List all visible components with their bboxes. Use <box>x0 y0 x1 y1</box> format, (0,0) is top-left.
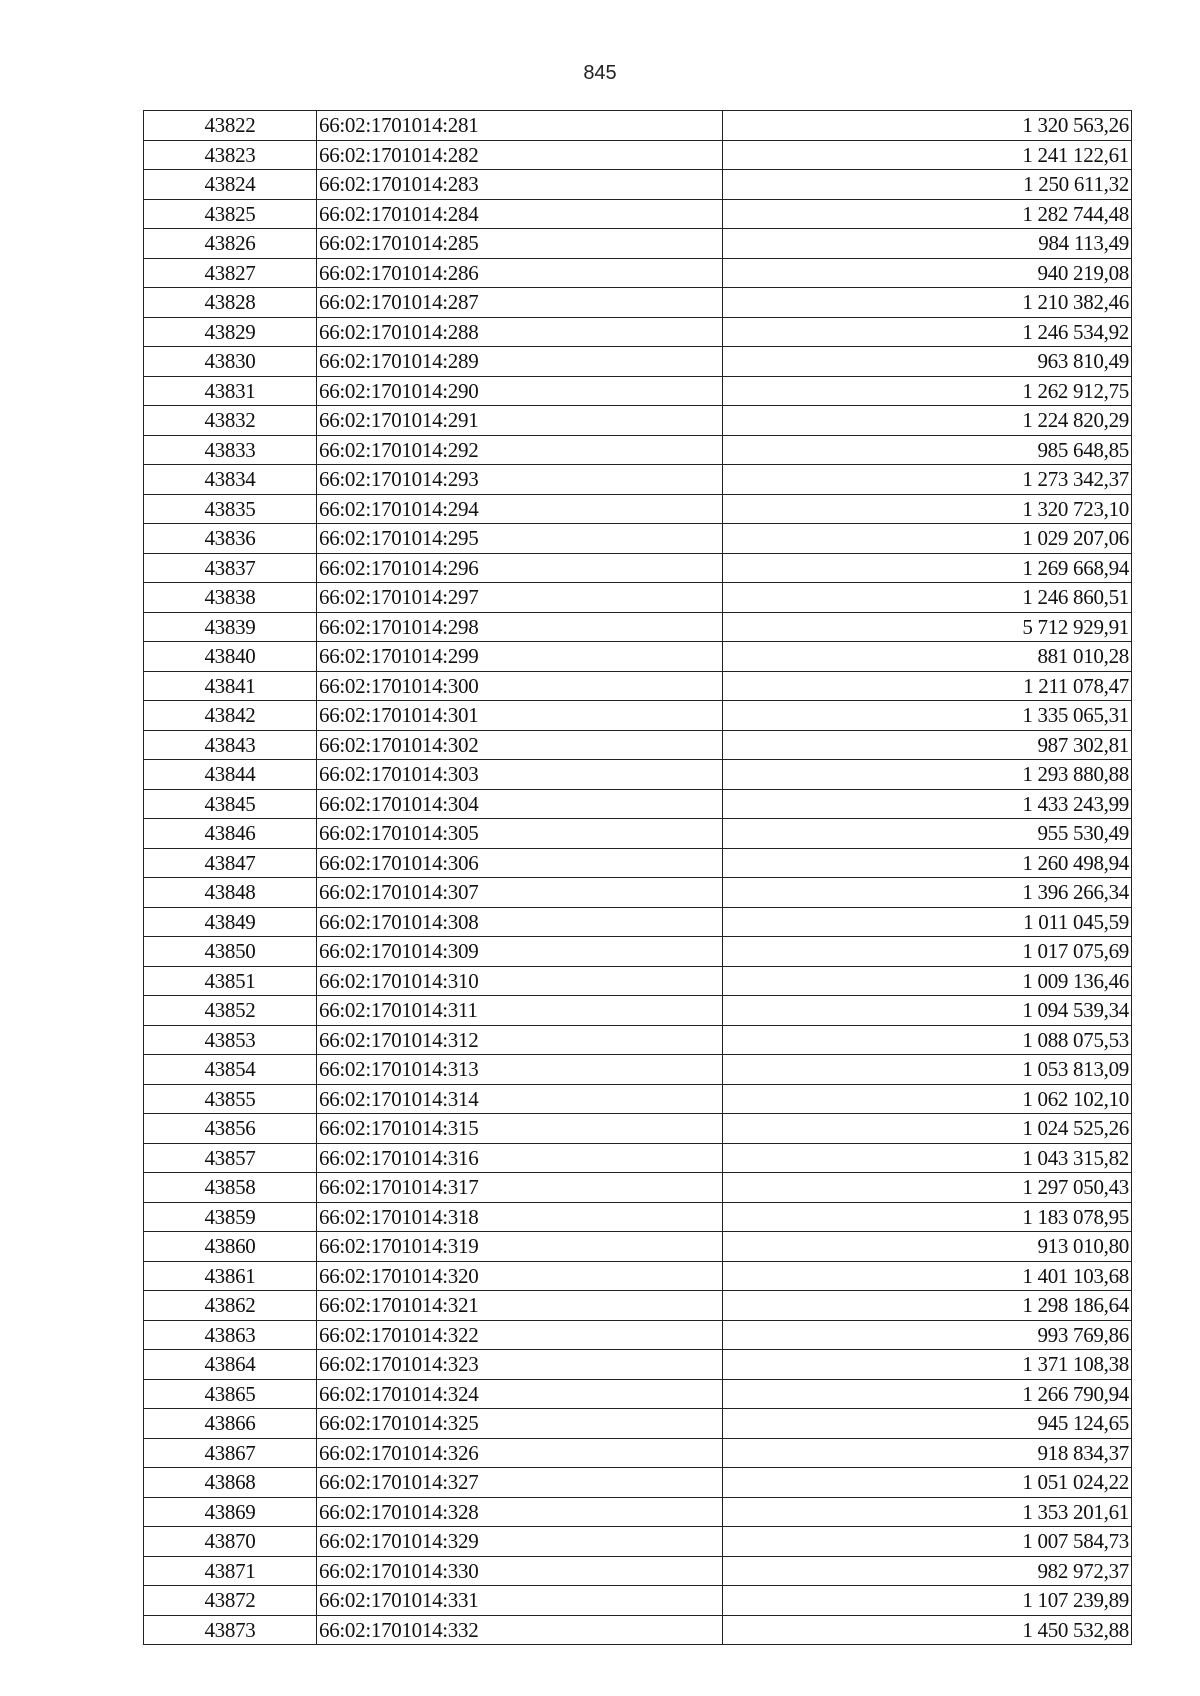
cadastral-number-cell: 66:02:1701014:301 <box>317 701 723 731</box>
table-row <box>144 524 1132 554</box>
cadastral-value-cell: 1 293 880,88 <box>723 760 1132 790</box>
cadastral-value-cell: 913 010,80 <box>723 1232 1132 1262</box>
table-row <box>144 878 1132 908</box>
table-row <box>144 1114 1132 1144</box>
table-row <box>144 406 1132 436</box>
table-row <box>144 1025 1132 1055</box>
cadastral-number-cell: 66:02:1701014:290 <box>317 376 723 406</box>
cadastral-number-cell: 66:02:1701014:282 <box>317 140 723 170</box>
cadastral-number-cell: 66:02:1701014:285 <box>317 229 723 259</box>
cadastral-value-cell: 1 401 103,68 <box>723 1261 1132 1291</box>
cadastral-number-cell: 66:02:1701014:296 <box>317 553 723 583</box>
cadastral-value-cell: 1 024 525,26 <box>723 1114 1132 1144</box>
cadastral-number-cell: 66:02:1701014:286 <box>317 258 723 288</box>
cadastral-value-cell: 1 266 790,94 <box>723 1379 1132 1409</box>
row-number-cell: 43823 <box>144 140 317 170</box>
cadastral-value-table <box>143 110 1132 1645</box>
cadastral-number-cell: 66:02:1701014:297 <box>317 583 723 613</box>
cadastral-value-cell: 1 298 186,64 <box>723 1291 1132 1321</box>
cadastral-number-cell: 66:02:1701014:314 <box>317 1084 723 1114</box>
table-row <box>144 819 1132 849</box>
cadastral-number-cell: 66:02:1701014:281 <box>317 111 723 141</box>
row-number-cell: 43872 <box>144 1586 317 1616</box>
row-number-cell: 43836 <box>144 524 317 554</box>
cadastral-number-cell: 66:02:1701014:323 <box>317 1350 723 1380</box>
cadastral-number-cell: 66:02:1701014:298 <box>317 612 723 642</box>
row-number-cell: 43857 <box>144 1143 317 1173</box>
row-number-cell: 43859 <box>144 1202 317 1232</box>
table-row <box>144 996 1132 1026</box>
row-number-cell: 43824 <box>144 170 317 200</box>
table-row <box>144 317 1132 347</box>
row-number-cell: 43841 <box>144 671 317 701</box>
row-number-cell: 43847 <box>144 848 317 878</box>
row-number-cell: 43850 <box>144 937 317 967</box>
row-number-cell: 43851 <box>144 966 317 996</box>
row-number-cell: 43870 <box>144 1527 317 1557</box>
cadastral-value-cell: 1 262 912,75 <box>723 376 1132 406</box>
row-number-cell: 43825 <box>144 199 317 229</box>
row-number-cell: 43844 <box>144 760 317 790</box>
cadastral-value-cell: 881 010,28 <box>723 642 1132 672</box>
cadastral-value-cell: 1 297 050,43 <box>723 1173 1132 1203</box>
cadastral-number-cell: 66:02:1701014:321 <box>317 1291 723 1321</box>
cadastral-number-cell: 66:02:1701014:289 <box>317 347 723 377</box>
table-row <box>144 1409 1132 1439</box>
table-row <box>144 1261 1132 1291</box>
row-number-cell: 43845 <box>144 789 317 819</box>
cadastral-value-cell: 993 769,86 <box>723 1320 1132 1350</box>
page-number: 845 <box>583 62 617 84</box>
cadastral-value-cell: 1 183 078,95 <box>723 1202 1132 1232</box>
cadastral-number-cell: 66:02:1701014:325 <box>317 1409 723 1439</box>
cadastral-value-cell: 1 433 243,99 <box>723 789 1132 819</box>
row-number-cell: 43868 <box>144 1468 317 1498</box>
cadastral-number-cell: 66:02:1701014:328 <box>317 1497 723 1527</box>
cadastral-value-cell: 940 219,08 <box>723 258 1132 288</box>
table-row <box>144 288 1132 318</box>
table-row <box>144 907 1132 937</box>
table-row <box>144 199 1132 229</box>
cadastral-number-cell: 66:02:1701014:327 <box>317 1468 723 1498</box>
row-number-cell: 43833 <box>144 435 317 465</box>
cadastral-number-cell: 66:02:1701014:291 <box>317 406 723 436</box>
cadastral-value-cell: 1 260 498,94 <box>723 848 1132 878</box>
cadastral-value-cell: 955 530,49 <box>723 819 1132 849</box>
cadastral-number-cell: 66:02:1701014:309 <box>317 937 723 967</box>
table-row <box>144 848 1132 878</box>
cadastral-number-cell: 66:02:1701014:331 <box>317 1586 723 1616</box>
cadastral-value-cell: 1 335 065,31 <box>723 701 1132 731</box>
cadastral-value-cell: 1 241 122,61 <box>723 140 1132 170</box>
cadastral-value-cell: 1 269 668,94 <box>723 553 1132 583</box>
cadastral-number-cell: 66:02:1701014:317 <box>317 1173 723 1203</box>
row-number-cell: 43854 <box>144 1055 317 1085</box>
table-row <box>144 789 1132 819</box>
cadastral-value-cell: 1 396 266,34 <box>723 878 1132 908</box>
cadastral-value-cell: 1 211 078,47 <box>723 671 1132 701</box>
cadastral-value-cell: 1 273 342,37 <box>723 465 1132 495</box>
row-number-cell: 43848 <box>144 878 317 908</box>
table-row <box>144 1615 1132 1645</box>
row-number-cell: 43864 <box>144 1350 317 1380</box>
table-row <box>144 1497 1132 1527</box>
row-number-cell: 43832 <box>144 406 317 436</box>
cadastral-value-cell: 1 320 723,10 <box>723 494 1132 524</box>
cadastral-value-cell: 1 029 207,06 <box>723 524 1132 554</box>
table-row <box>144 376 1132 406</box>
row-number-cell: 43863 <box>144 1320 317 1350</box>
row-number-cell: 43856 <box>144 1114 317 1144</box>
row-number-cell: 43826 <box>144 229 317 259</box>
cadastral-number-cell: 66:02:1701014:326 <box>317 1438 723 1468</box>
cadastral-value-cell: 1 371 108,38 <box>723 1350 1132 1380</box>
table-row <box>144 612 1132 642</box>
cadastral-value-cell: 1 246 860,51 <box>723 583 1132 613</box>
table-row <box>144 701 1132 731</box>
table-body <box>144 111 1132 1645</box>
table-row <box>144 1173 1132 1203</box>
row-number-cell: 43840 <box>144 642 317 672</box>
row-number-cell: 43843 <box>144 730 317 760</box>
table-row <box>144 258 1132 288</box>
table-row <box>144 1468 1132 1498</box>
table-row <box>144 1055 1132 1085</box>
cadastral-value-cell: 982 972,37 <box>723 1556 1132 1586</box>
row-number-cell: 43866 <box>144 1409 317 1439</box>
cadastral-number-cell: 66:02:1701014:329 <box>317 1527 723 1557</box>
cadastral-value-cell: 1 053 813,09 <box>723 1055 1132 1085</box>
row-number-cell: 43829 <box>144 317 317 347</box>
cadastral-number-cell: 66:02:1701014:304 <box>317 789 723 819</box>
cadastral-number-cell: 66:02:1701014:315 <box>317 1114 723 1144</box>
cadastral-number-cell: 66:02:1701014:284 <box>317 199 723 229</box>
table-row <box>144 1320 1132 1350</box>
cadastral-number-cell: 66:02:1701014:300 <box>317 671 723 701</box>
cadastral-value-cell: 918 834,37 <box>723 1438 1132 1468</box>
cadastral-value-cell: 1 011 045,59 <box>723 907 1132 937</box>
cadastral-number-cell: 66:02:1701014:313 <box>317 1055 723 1085</box>
cadastral-number-cell: 66:02:1701014:305 <box>317 819 723 849</box>
row-number-cell: 43846 <box>144 819 317 849</box>
cadastral-number-cell: 66:02:1701014:288 <box>317 317 723 347</box>
table-row <box>144 1202 1132 1232</box>
table-row <box>144 760 1132 790</box>
cadastral-value-cell: 1 250 611,32 <box>723 170 1132 200</box>
cadastral-value-cell: 963 810,49 <box>723 347 1132 377</box>
cadastral-number-cell: 66:02:1701014:294 <box>317 494 723 524</box>
cadastral-value-cell: 1 043 315,82 <box>723 1143 1132 1173</box>
cadastral-number-cell: 66:02:1701014:320 <box>317 1261 723 1291</box>
cadastral-number-cell: 66:02:1701014:303 <box>317 760 723 790</box>
row-number-cell: 43842 <box>144 701 317 731</box>
cadastral-number-cell: 66:02:1701014:318 <box>317 1202 723 1232</box>
cadastral-value-cell: 987 302,81 <box>723 730 1132 760</box>
row-number-cell: 43858 <box>144 1173 317 1203</box>
table-row <box>144 111 1132 141</box>
cadastral-number-cell: 66:02:1701014:299 <box>317 642 723 672</box>
cadastral-value-cell: 945 124,65 <box>723 1409 1132 1439</box>
cadastral-number-cell: 66:02:1701014:293 <box>317 465 723 495</box>
cadastral-value-cell: 1 282 744,48 <box>723 199 1132 229</box>
cadastral-value-cell: 1 062 102,10 <box>723 1084 1132 1114</box>
cadastral-value-cell: 1 107 239,89 <box>723 1586 1132 1616</box>
table-row <box>144 730 1132 760</box>
cadastral-value-cell: 1 320 563,26 <box>723 111 1132 141</box>
row-number-cell: 43828 <box>144 288 317 318</box>
table-row <box>144 671 1132 701</box>
cadastral-value-cell: 984 113,49 <box>723 229 1132 259</box>
row-number-cell: 43867 <box>144 1438 317 1468</box>
table-row <box>144 966 1132 996</box>
table-row <box>144 937 1132 967</box>
table-row <box>144 1527 1132 1557</box>
cadastral-number-cell: 66:02:1701014:292 <box>317 435 723 465</box>
table-row <box>144 1379 1132 1409</box>
cadastral-value-cell: 1 353 201,61 <box>723 1497 1132 1527</box>
row-number-cell: 43839 <box>144 612 317 642</box>
cadastral-value-cell: 5 712 929,91 <box>723 612 1132 642</box>
table-row <box>144 642 1132 672</box>
row-number-cell: 43860 <box>144 1232 317 1262</box>
table-row <box>144 1556 1132 1586</box>
cadastral-number-cell: 66:02:1701014:322 <box>317 1320 723 1350</box>
cadastral-value-cell: 1 007 584,73 <box>723 1527 1132 1557</box>
row-number-cell: 43869 <box>144 1497 317 1527</box>
table-row <box>144 1350 1132 1380</box>
cadastral-number-cell: 66:02:1701014:283 <box>317 170 723 200</box>
cadastral-value-cell: 985 648,85 <box>723 435 1132 465</box>
cadastral-number-cell: 66:02:1701014:332 <box>317 1615 723 1645</box>
row-number-cell: 43871 <box>144 1556 317 1586</box>
row-number-cell: 43855 <box>144 1084 317 1114</box>
cadastral-number-cell: 66:02:1701014:312 <box>317 1025 723 1055</box>
table-row <box>144 140 1132 170</box>
cadastral-number-cell: 66:02:1701014:330 <box>317 1556 723 1586</box>
table-row <box>144 1586 1132 1616</box>
table-row <box>144 1232 1132 1262</box>
cadastral-number-cell: 66:02:1701014:311 <box>317 996 723 1026</box>
cadastral-number-cell: 66:02:1701014:310 <box>317 966 723 996</box>
cadastral-value-cell: 1 224 820,29 <box>723 406 1132 436</box>
row-number-cell: 43865 <box>144 1379 317 1409</box>
row-number-cell: 43834 <box>144 465 317 495</box>
row-number-cell: 43827 <box>144 258 317 288</box>
cadastral-number-cell: 66:02:1701014:306 <box>317 848 723 878</box>
table-row <box>144 170 1132 200</box>
row-number-cell: 43835 <box>144 494 317 524</box>
row-number-cell: 43852 <box>144 996 317 1026</box>
cadastral-value-cell: 1 094 539,34 <box>723 996 1132 1026</box>
row-number-cell: 43873 <box>144 1615 317 1645</box>
row-number-cell: 43830 <box>144 347 317 377</box>
row-number-cell: 43862 <box>144 1291 317 1321</box>
table-row <box>144 229 1132 259</box>
cadastral-value-cell: 1 051 024,22 <box>723 1468 1132 1498</box>
table-row <box>144 347 1132 377</box>
row-number-cell: 43861 <box>144 1261 317 1291</box>
cadastral-value-cell: 1 009 136,46 <box>723 966 1132 996</box>
cadastral-number-cell: 66:02:1701014:287 <box>317 288 723 318</box>
table-row <box>144 465 1132 495</box>
cadastral-number-cell: 66:02:1701014:324 <box>317 1379 723 1409</box>
row-number-cell: 43831 <box>144 376 317 406</box>
cadastral-number-cell: 66:02:1701014:302 <box>317 730 723 760</box>
row-number-cell: 43853 <box>144 1025 317 1055</box>
cadastral-value-cell: 1 088 075,53 <box>723 1025 1132 1055</box>
table-row <box>144 1143 1132 1173</box>
table-row <box>144 583 1132 613</box>
table-row <box>144 1438 1132 1468</box>
cadastral-number-cell: 66:02:1701014:295 <box>317 524 723 554</box>
cadastral-value-cell: 1 017 075,69 <box>723 937 1132 967</box>
cadastral-value-cell: 1 246 534,92 <box>723 317 1132 347</box>
row-number-cell: 43838 <box>144 583 317 613</box>
cadastral-value-cell: 1 450 532,88 <box>723 1615 1132 1645</box>
table-row <box>144 1084 1132 1114</box>
table-row <box>144 494 1132 524</box>
table-row <box>144 553 1132 583</box>
cadastral-value-cell: 1 210 382,46 <box>723 288 1132 318</box>
cadastral-number-cell: 66:02:1701014:316 <box>317 1143 723 1173</box>
row-number-cell: 43837 <box>144 553 317 583</box>
row-number-cell: 43849 <box>144 907 317 937</box>
table-row <box>144 1291 1132 1321</box>
cadastral-number-cell: 66:02:1701014:319 <box>317 1232 723 1262</box>
table-row <box>144 435 1132 465</box>
cadastral-number-cell: 66:02:1701014:308 <box>317 907 723 937</box>
cadastral-number-cell: 66:02:1701014:307 <box>317 878 723 908</box>
row-number-cell: 43822 <box>144 111 317 141</box>
